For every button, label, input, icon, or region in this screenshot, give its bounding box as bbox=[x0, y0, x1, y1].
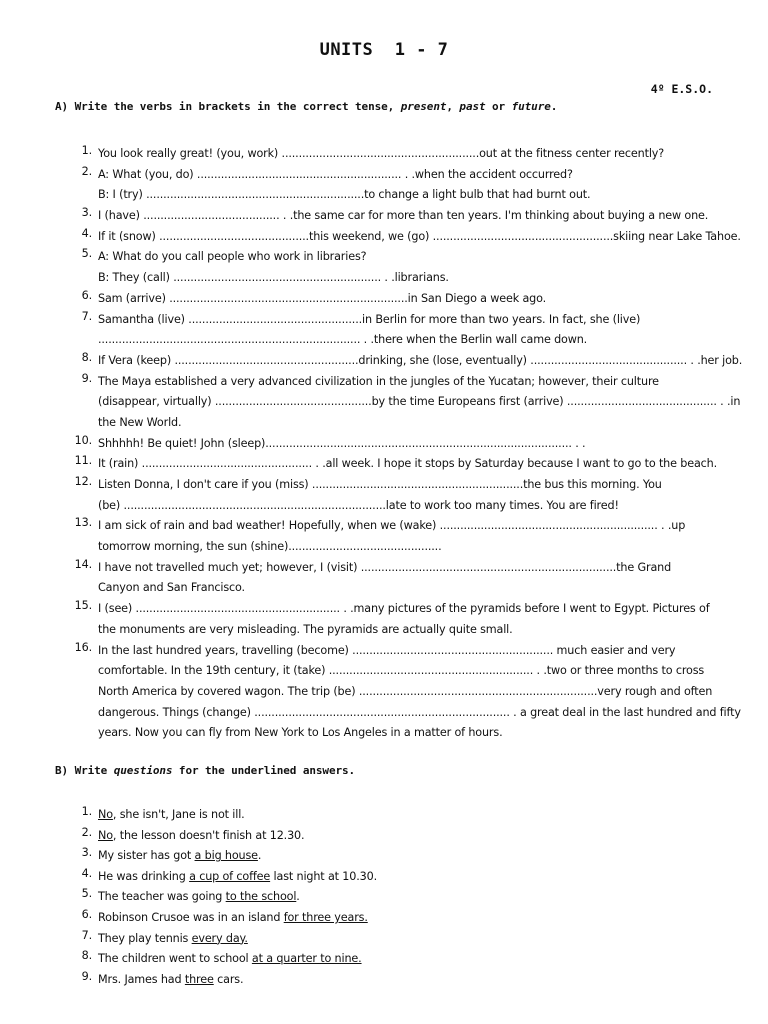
exercise-text: I (have) ........................................ . .the same car for more than ten years. I'm thinking about buying a new one. bbox=[98, 209, 709, 223]
grade-label: 4º E.S.O. bbox=[650, 82, 713, 96]
item-number: 4. bbox=[81, 226, 92, 240]
item-number: 1. bbox=[81, 805, 92, 818]
item-number: 9. bbox=[81, 371, 92, 385]
exercise-text: ............................................................................. . .there when the Berlin wall came down. bbox=[98, 333, 588, 347]
exercise-item bbox=[72, 475, 728, 516]
exercise-item bbox=[72, 599, 728, 640]
heading-text: questions bbox=[113, 764, 173, 777]
question-text bbox=[98, 929, 728, 950]
item-number: 8. bbox=[81, 949, 92, 963]
exercise-item bbox=[72, 558, 728, 599]
item-number: 12. bbox=[74, 475, 92, 488]
exercise-text: If it (snow) ............................................this weekend, we (go) .....................................................skiing near Lake Tahoe. bbox=[98, 229, 741, 243]
exercise-text: Shhhhh! Be quiet! John (sleep).......................................................................................... . . bbox=[98, 436, 586, 450]
exercise-text: B: I (try) ................................................................to change a light bulb that had burnt out. bbox=[98, 188, 591, 202]
exercise-item bbox=[72, 206, 728, 227]
question-fragment: Mrs. James had bbox=[98, 972, 185, 986]
question-item bbox=[72, 867, 728, 888]
question-item bbox=[72, 970, 728, 991]
question-fragment: , the lesson doesn't finish at 12.30. bbox=[112, 828, 305, 842]
underlined-answer: at a quarter to nine. bbox=[251, 952, 362, 966]
underlined-answer: three bbox=[184, 972, 214, 986]
item-number: 4. bbox=[81, 866, 92, 880]
section-b-question-list bbox=[72, 805, 728, 990]
underlined-answer: a big house bbox=[194, 849, 258, 863]
exercise-item bbox=[72, 310, 728, 351]
exercise-text: dangerous. Things (change) ........................................................................... . a great deal in the last hundred and fifty bbox=[98, 705, 741, 719]
question-fragment: They play tennis bbox=[98, 931, 192, 945]
question-fragment: cars. bbox=[213, 972, 244, 986]
section-b-heading bbox=[55, 764, 355, 777]
item-number: 2. bbox=[81, 825, 92, 839]
item-number: 6. bbox=[81, 288, 92, 302]
exercise-text: The Maya established a very advanced civilization in the jungles of the Yucatan; however, their culture bbox=[98, 374, 659, 388]
item-number: 6. bbox=[81, 907, 92, 921]
exercise-text: the monuments are very misleading. The pyramids are actually quite small. bbox=[98, 622, 513, 636]
heading-text: A) Write the verbs in brackets in the correct tense, bbox=[55, 100, 401, 113]
question-fragment: Robinson Crusoe was in an island bbox=[98, 910, 284, 924]
section-a-exercise-list bbox=[72, 144, 743, 744]
item-number: 1. bbox=[81, 144, 92, 157]
heading-text: B) Write bbox=[55, 764, 114, 777]
exercise-text: If Vera (keep) ......................................................drinking, she (lose, eventually) .............................................. . .her job. bbox=[98, 353, 743, 367]
question-text bbox=[98, 846, 728, 867]
exercise-item bbox=[72, 350, 743, 372]
item-number: 5. bbox=[81, 247, 92, 261]
exercise-text: B: They (call) ............................................................. . .librarians. bbox=[98, 271, 449, 285]
question-fragment: , she isn't, Jane is not ill. bbox=[112, 808, 245, 821]
heading-text: for the underlined answers. bbox=[172, 764, 356, 777]
question-text bbox=[98, 970, 728, 991]
exercise-text: I am sick of rain and bad weather! Hopefully, when we (wake) ................................................................ . .up bbox=[98, 519, 686, 533]
item-number: 8. bbox=[81, 350, 92, 364]
question-item bbox=[72, 805, 728, 826]
question-item bbox=[72, 826, 728, 847]
question-text bbox=[98, 887, 728, 908]
heading-text: or bbox=[485, 100, 512, 113]
exercise-item bbox=[72, 371, 741, 434]
heading-text: . bbox=[550, 100, 558, 113]
exercise-text: It (rain) .................................................. . .all week. I hope it stops by Saturday because I want to go to the beach. bbox=[98, 457, 718, 471]
question-text bbox=[98, 949, 728, 970]
underlined-answer: every day. bbox=[191, 931, 248, 945]
heading-text: , bbox=[446, 100, 460, 113]
page-title: UNITS 1 - 7 bbox=[319, 40, 449, 60]
question-item bbox=[72, 908, 728, 929]
item-number: 7. bbox=[81, 309, 92, 323]
exercise-text: Canyon and San Francisco. bbox=[98, 581, 245, 595]
exercise-text: In the last hundred years, travelling (become) ........................................................... much easier and very bbox=[98, 643, 676, 657]
exercise-text: years. Now you can fly from New York to Los Angeles in a matter of hours. bbox=[98, 726, 503, 740]
item-number: 3. bbox=[81, 846, 92, 860]
item-number: 14. bbox=[74, 557, 92, 571]
exercise-item bbox=[72, 144, 728, 165]
exercise-text: the New World. bbox=[98, 415, 182, 429]
question-fragment: My sister has got bbox=[98, 849, 195, 863]
question-text bbox=[98, 826, 728, 847]
exercise-item bbox=[72, 226, 741, 248]
exercise-item bbox=[72, 289, 728, 310]
question-text bbox=[98, 805, 728, 826]
item-number: 15. bbox=[74, 599, 92, 613]
exercise-text: tomorrow morning, the sun (shine)............................................. bbox=[98, 540, 442, 554]
item-number: 13. bbox=[74, 516, 92, 530]
exercise-text: Samantha (live) ...................................................in Berlin for more than two years. In fact, she (live) bbox=[98, 312, 641, 326]
heading-text: past bbox=[459, 100, 486, 113]
item-number: 16. bbox=[74, 640, 92, 654]
underlined-answer: for three years. bbox=[283, 910, 368, 924]
exercise-text: comfortable. In the 19th century, it (take) ............................................................ . .two or three months to cross bbox=[98, 664, 705, 678]
underlined-answer: to the school bbox=[225, 890, 297, 904]
exercise-item bbox=[72, 434, 728, 455]
exercise-text: A: What (you, do) ............................................................ . .when the accident occurred? bbox=[98, 167, 573, 181]
question-fragment: The children went to school bbox=[98, 952, 252, 966]
question-fragment: He was drinking bbox=[98, 869, 190, 883]
exercise-text: You look really great! (you, work) ..........................................................out at the fitness center recently? bbox=[98, 147, 665, 160]
underlined-answer: No bbox=[98, 808, 113, 821]
section-a-heading bbox=[55, 100, 557, 113]
exercise-item bbox=[72, 165, 728, 206]
item-number: 7. bbox=[81, 928, 92, 942]
exercise-text: (disappear, virtually) ..............................................by the time Europeans first (arrive) ............................................ . .in bbox=[98, 395, 741, 409]
item-number: 10. bbox=[74, 433, 92, 447]
question-fragment: last night at 10.30. bbox=[270, 869, 377, 883]
exercise-text: (be) .............................................................................late to work too many times. You are fired! bbox=[98, 498, 619, 512]
question-text bbox=[98, 867, 728, 888]
exercise-text: I have not travelled much yet; however, I (visit) ...........................................................................the Grand bbox=[98, 560, 672, 574]
question-fragment: . bbox=[257, 849, 262, 863]
exercise-text: Sam (arrive) ......................................................................in San Diego a week ago. bbox=[98, 291, 547, 305]
heading-text: present bbox=[400, 100, 447, 113]
question-fragment: . bbox=[296, 890, 300, 904]
question-text bbox=[98, 908, 728, 929]
item-number: 11. bbox=[74, 454, 92, 468]
exercise-text: A: What do you call people who work in libraries? bbox=[98, 250, 367, 264]
exercise-item bbox=[72, 640, 741, 744]
underlined-answer: No bbox=[98, 828, 113, 842]
exercise-item bbox=[72, 516, 728, 557]
exercise-text: Listen Donna, I don't care if you (miss) ..............................................................the bus this morning. You bbox=[98, 478, 662, 491]
item-number: 2. bbox=[81, 164, 92, 178]
question-item bbox=[72, 887, 728, 908]
question-item bbox=[72, 929, 728, 950]
question-item bbox=[72, 846, 728, 867]
underlined-answer: a cup of coffee bbox=[189, 869, 271, 883]
exercise-item bbox=[72, 247, 728, 288]
heading-text: future bbox=[511, 100, 551, 113]
exercise-text: I (see) ............................................................ . .many pictures of the pyramids before I went to Egypt. Pictures of bbox=[98, 602, 710, 616]
question-item bbox=[72, 949, 728, 970]
item-number: 3. bbox=[81, 206, 92, 220]
item-number: 5. bbox=[81, 887, 92, 901]
exercise-item bbox=[72, 454, 728, 475]
item-number: 9. bbox=[81, 969, 92, 983]
question-fragment: The teacher was going bbox=[98, 890, 226, 904]
exercise-text: North America by covered wagon. The trip (be) ......................................................................very rough and often bbox=[98, 684, 713, 698]
